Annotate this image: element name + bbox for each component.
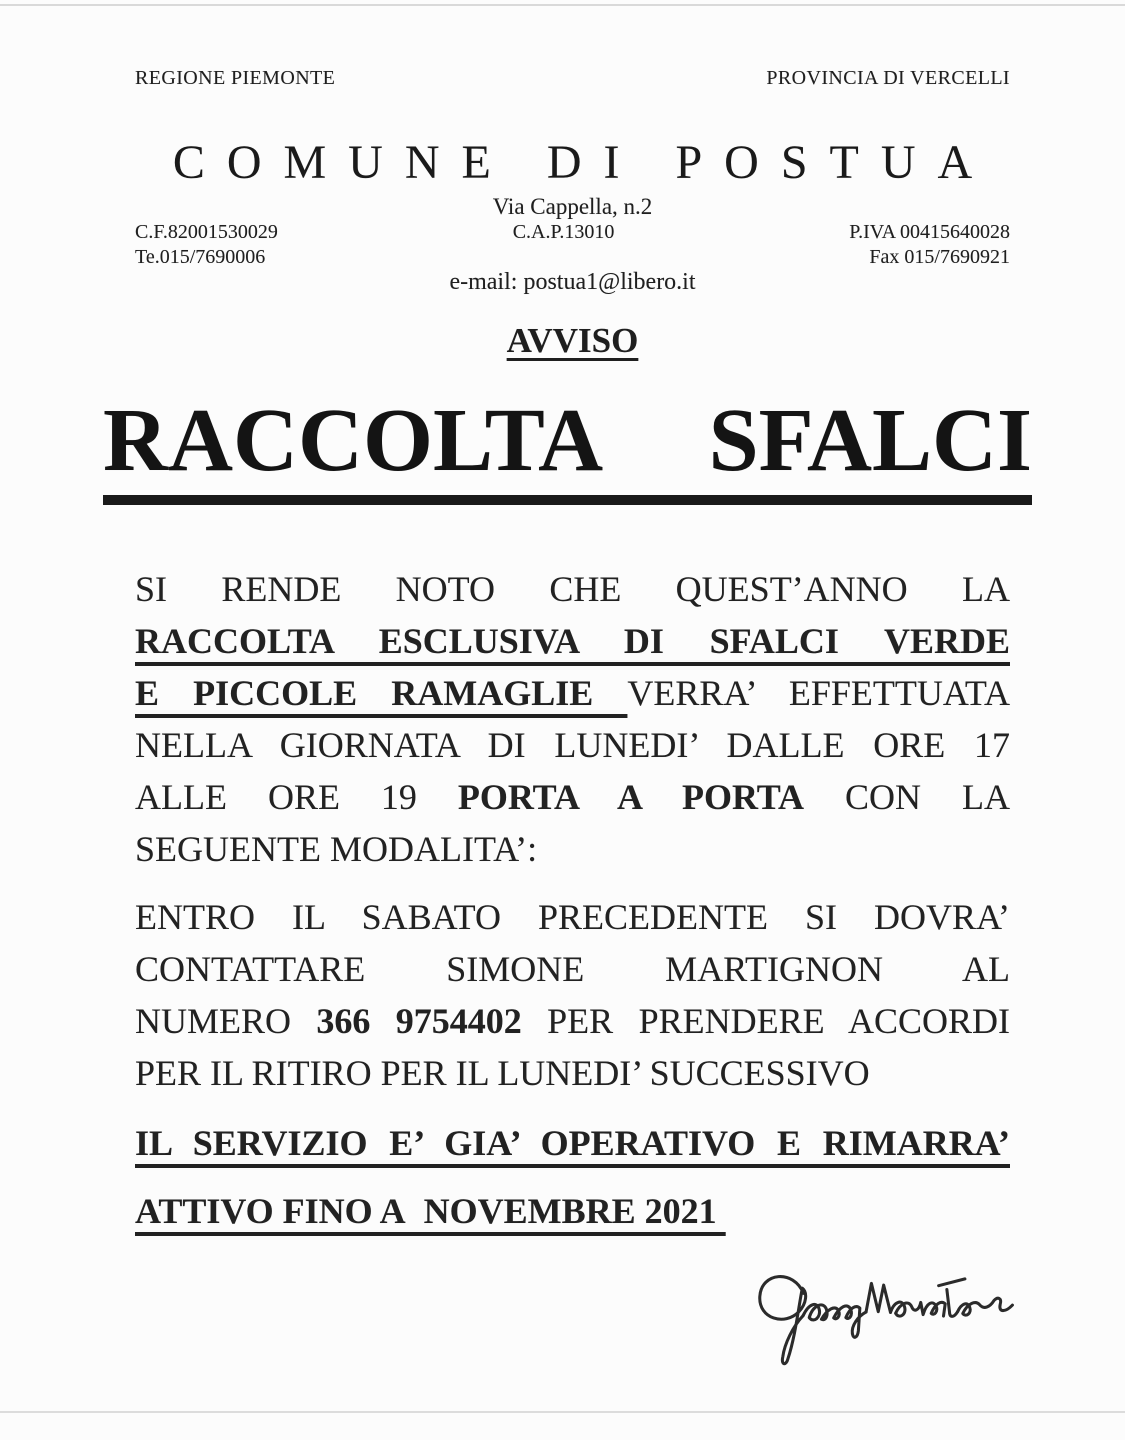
- body-paragraphs: [135, 563, 1010, 1237]
- text-run: NELLA GIORNATA DI LUNEDI’ DALLE ORE 17: [135, 725, 1010, 765]
- text-run: PORTA A PORTA: [457, 777, 805, 817]
- region-label: REGIONE PIEMONTE: [135, 67, 336, 89]
- photo-bottom-edge: [0, 1411, 1125, 1413]
- title-word-raccolta: RACCOLTA: [103, 391, 604, 490]
- text-run: E PICCOLE RAMAGLIE: [135, 673, 628, 713]
- paragraph-line: [135, 1117, 1010, 1169]
- text-run: ATTIVO FINO A NOVEMBRE 2021: [135, 1191, 726, 1231]
- signature-image: [739, 1252, 1037, 1378]
- paragraph-line: [135, 563, 1010, 615]
- contact-left-column: [135, 220, 278, 270]
- contact-center-column: [513, 220, 615, 270]
- text-run: PER IL RITIRO PER IL LUNEDI’ SUCCESSIVO: [135, 1053, 870, 1093]
- email-line: e-mail: postua1@libero.it: [449, 269, 696, 295]
- text-run: 366 9754402: [316, 1001, 522, 1041]
- text-run: CON LA: [804, 777, 1011, 817]
- contact-right-column: [849, 220, 1010, 270]
- text-run: ENTRO IL SABATO PRECEDENTE SI DOVRA’: [135, 897, 1010, 937]
- text-run: SI RENDE NOTO CHE QUEST’ANNO LA: [135, 569, 1010, 609]
- fiscal-code: C.F.82001530029: [135, 221, 278, 243]
- paragraph-line: [135, 943, 1010, 995]
- contact-info-grid: [135, 220, 1010, 270]
- paragraph-line: [135, 891, 1010, 943]
- paragraph-line: [135, 1185, 1010, 1237]
- paragraph-line: [135, 771, 1010, 823]
- para-service-status: [135, 1117, 1010, 1237]
- paragraph-line: [135, 995, 1010, 1047]
- phone-number: Te.015/7690006: [135, 246, 266, 268]
- vat-number: P.IVA 00415640028: [849, 221, 1010, 243]
- para-announcement: [135, 563, 1010, 875]
- text-run: CONTATTARE SIMONE MARTIGNON AL: [135, 949, 1010, 989]
- text-run: ALLE ORE 19: [135, 777, 458, 817]
- paragraph-line: [135, 719, 1010, 771]
- text-run: VERRA’ EFFETTUATA: [627, 673, 1010, 713]
- address-line: Via Cappella, n.2: [492, 194, 653, 219]
- paragraph-line: [135, 1047, 1010, 1099]
- header-org-row: [135, 66, 1010, 90]
- postal-code: C.A.P.13010: [512, 221, 615, 243]
- text-run: PER PRENDERE ACCORDI: [521, 1001, 1010, 1041]
- paragraph-line: [135, 823, 1010, 875]
- text-run: IL SERVIZIO E’ GIA’ OPERATIVO E RIMARRA’: [135, 1123, 1010, 1163]
- main-title: [103, 391, 1032, 505]
- text-run: NUMERO: [135, 1001, 317, 1041]
- notice-label: AVVISO: [506, 321, 639, 360]
- title-word-sfalci: SFALCI: [708, 391, 1032, 490]
- text-run: RACCOLTA ESCLUSIVA DI SFALCI VERDE: [135, 621, 1010, 661]
- photo-top-edge: [0, 4, 1125, 6]
- paragraph-line: [135, 667, 1010, 719]
- municipality-title: COMUNE DI POSTUA: [172, 136, 995, 189]
- text-run: SEGUENTE MODALITA’:: [135, 829, 538, 869]
- paragraph-line: [135, 615, 1010, 667]
- para-contact: [135, 891, 1010, 1099]
- province-label: PROVINCIA DI VERCELLI: [766, 67, 1010, 89]
- fax-number: Fax 015/7690921: [869, 246, 1010, 268]
